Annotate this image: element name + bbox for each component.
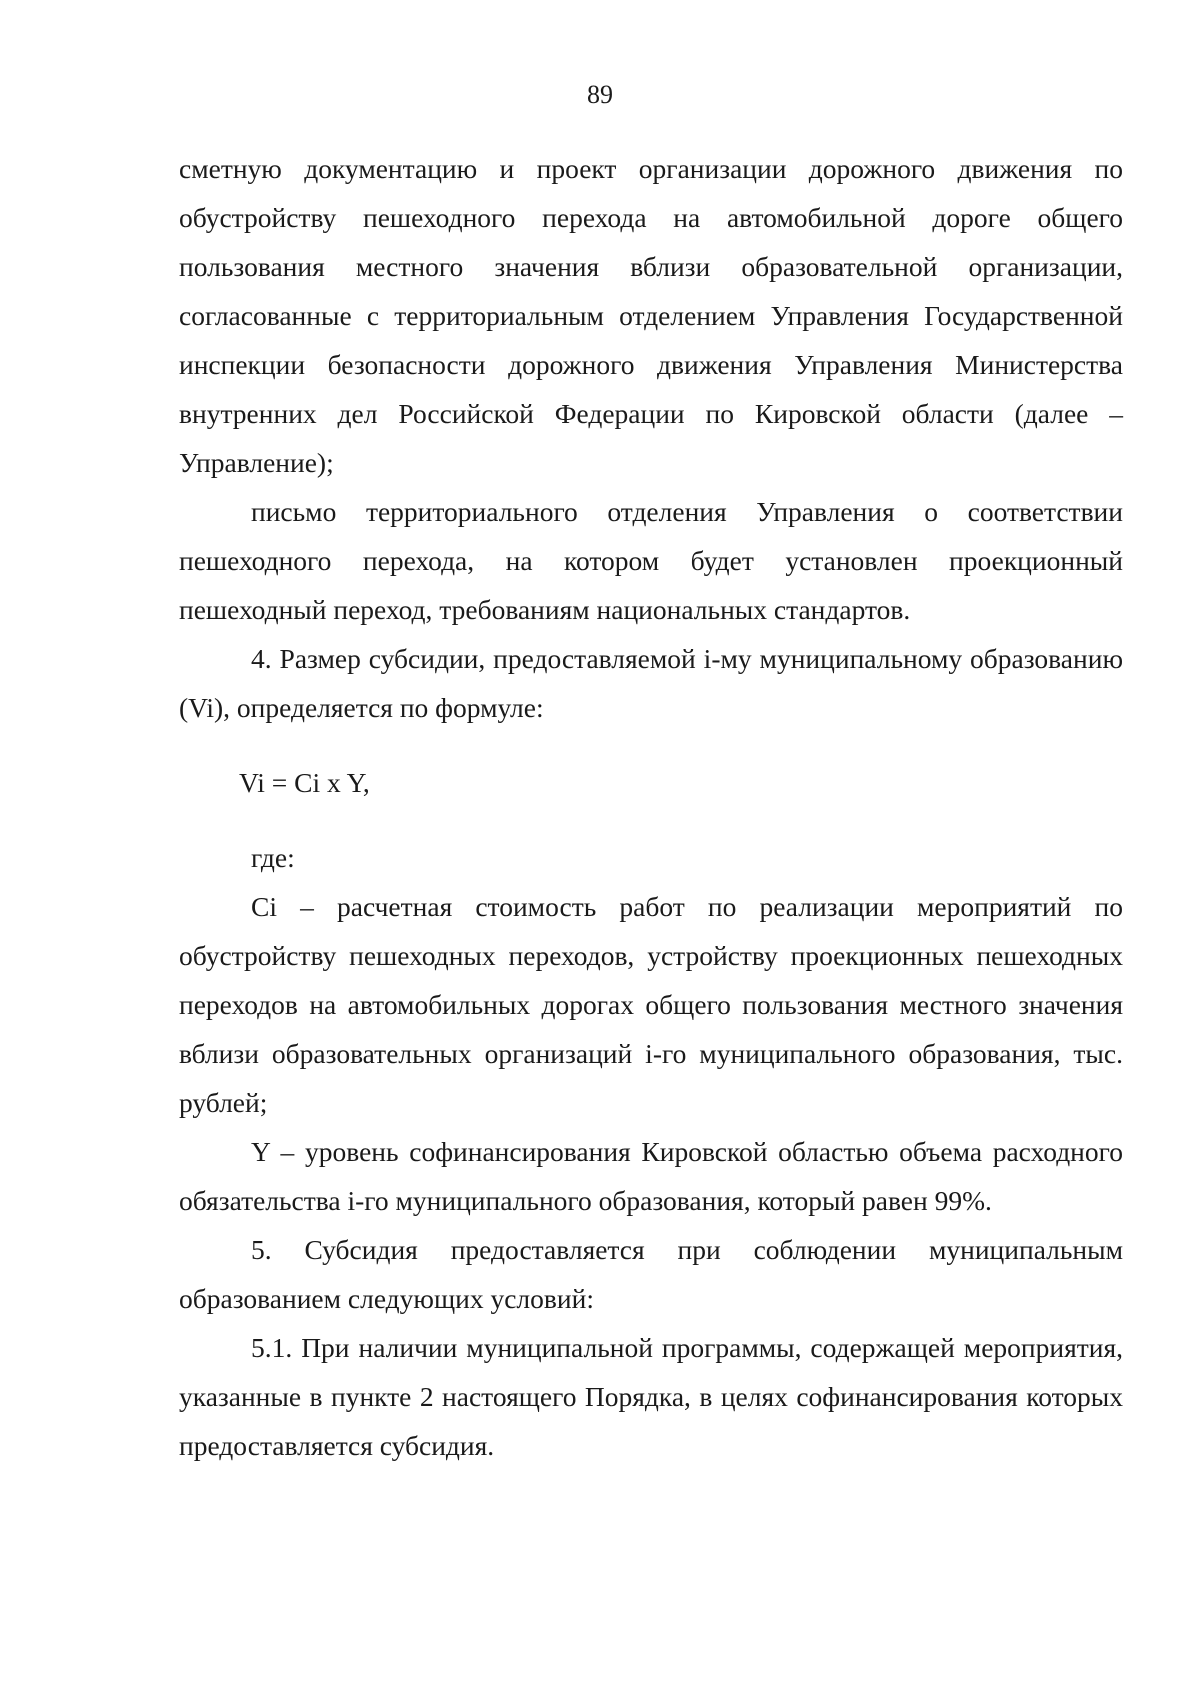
page-number: 89 [587, 80, 613, 109]
paragraph-municipal-program: 5.1. При наличии муниципальной программы, содержащей мероприятия, указанные в пункте 2 настоящего Порядка, в целях софинансирования которых предоставляется субсидия. [179, 1332, 1123, 1461]
paragraph-y-definition: Y – уровень софинансирования Кировской областью объема расходного обязательства i-го муниципального образования, который равен 99%. [179, 1136, 1123, 1216]
paragraph-conditions: 5. Субсидия предоставляется при соблюдении муниципальным образованием следующих условий: [179, 1234, 1123, 1314]
paragraph-ci-definition: Ci – расчетная стоимость работ по реализации мероприятий по обустройству пешеходных переходов, устройству проекционных пешеходных переходов на автомобильных дорогах общего пользования местного значения вблизи образовательных организаций i-го муниципального образования, тыс. рублей; [179, 891, 1123, 1118]
paragraph-estimate-documentation: сметную документацию и проект организации дорожного движения по обустройству пешеходного перехода на автомобильной дороге общего пользования местного значения вблизи образовательной организации, согласованные с территориальным отделением Управления Государственной инспекции безопасности дорожного движения Управления Министерства внутренних дел Российской Федерации по Кировской области (далее – Управление); [179, 153, 1123, 478]
formula-where-label: где: [251, 842, 295, 873]
paragraph-letter-conformity: письмо территориального отделения Управления о соответствии пешеходного перехода, на котором будет установлен проекционный пешеходный переход, требованиям национальных стандартов. [179, 496, 1123, 625]
paragraph-subsidy-size: 4. Размер субсидии, предоставляемой i-му муниципальному образованию (Vi), определяется по формуле: [179, 643, 1123, 723]
document-body [179, 144, 1123, 1470]
formula: Vi = Ci x Y, [239, 767, 370, 798]
